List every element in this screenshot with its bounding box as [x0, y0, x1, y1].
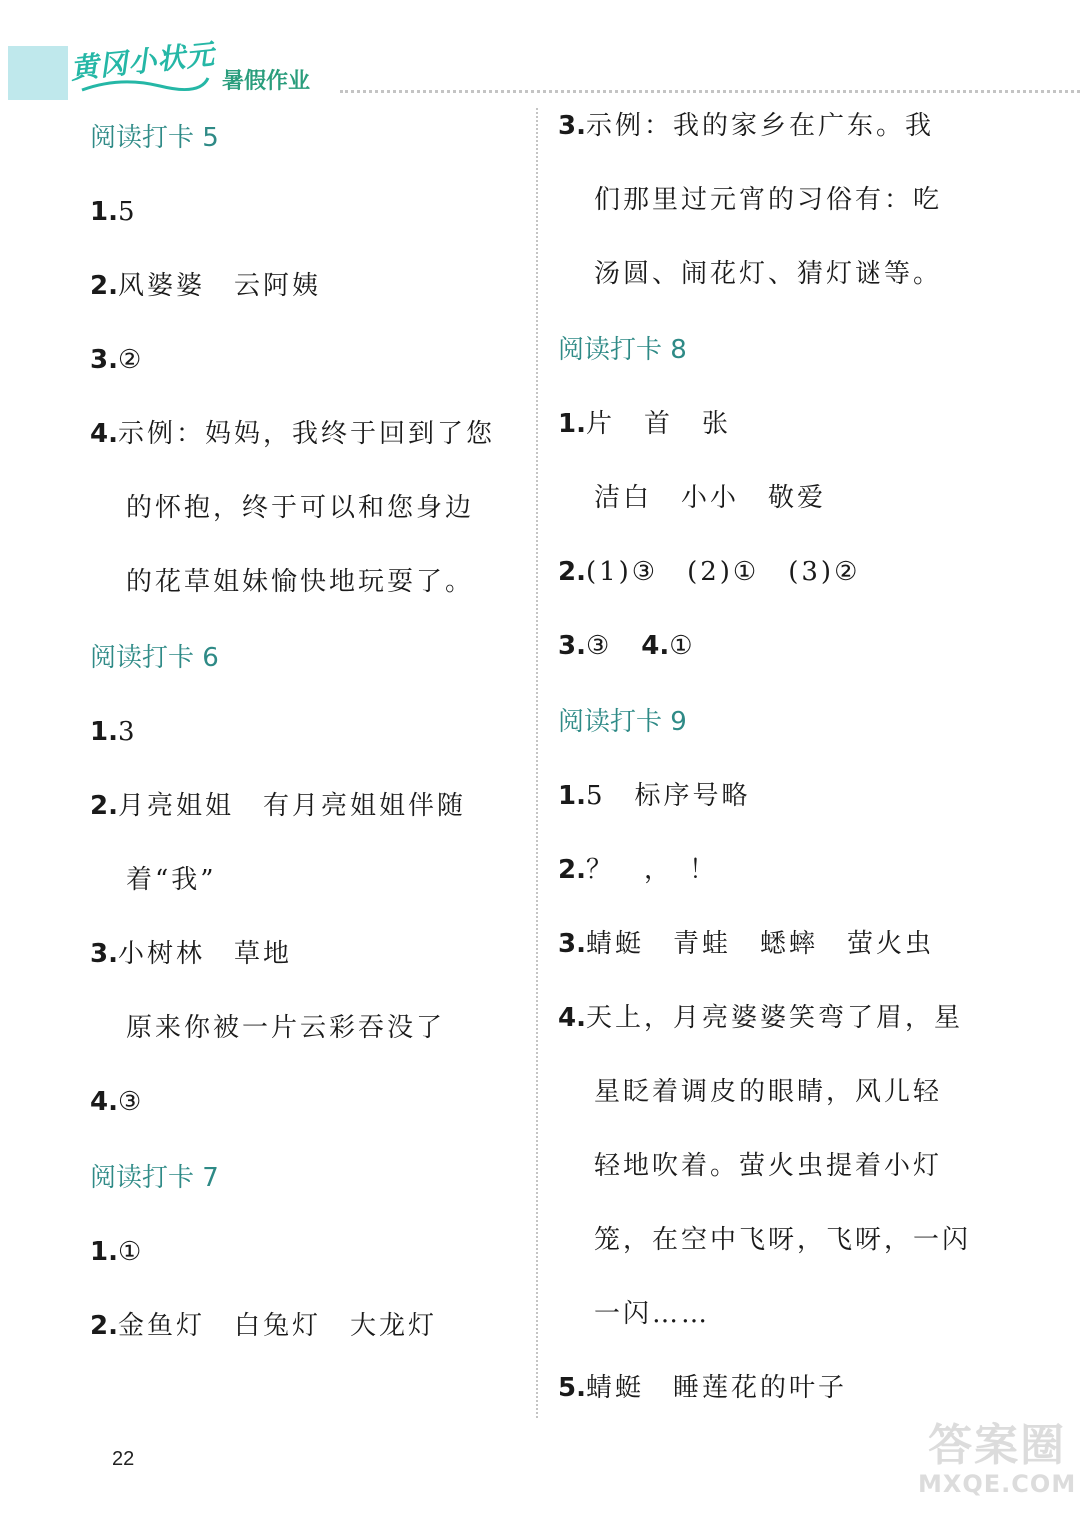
answer-text: 3 — [117, 717, 138, 747]
question-number: 1. — [90, 717, 118, 747]
question-number: 2. — [90, 271, 118, 301]
answer-item — [90, 786, 520, 826]
answer-text: 5 标序号略 — [585, 781, 751, 811]
header-dotted-rule — [340, 90, 1080, 93]
answer-text: 小树林 草地 — [117, 939, 292, 969]
watermark-url: MXQE.COM — [918, 1470, 1077, 1498]
left-column — [90, 118, 520, 1346]
answer-item — [90, 192, 520, 232]
page-number: 22 — [112, 1448, 135, 1470]
answer-text: 轻地吹着。萤火虫提着小灯 — [594, 1151, 943, 1181]
question-number: 4. — [558, 1003, 586, 1033]
answer-text: 片 首 张 — [585, 409, 731, 439]
answer-text: ？ ， ！ — [585, 855, 718, 885]
question-number: 3. — [558, 631, 586, 661]
question-number: 3. — [90, 939, 118, 969]
answer-text: 天上，月亮婆婆笑弯了眉，星 — [585, 1003, 963, 1033]
answer-text: 原来你被一片云彩吞没了 — [126, 1013, 446, 1043]
answer-item — [90, 266, 520, 306]
answer-text: 星眨着调皮的眼睛，风儿轻 — [594, 1077, 943, 1107]
answer-item — [90, 414, 520, 454]
answer-text: ① — [669, 631, 696, 661]
watermark-logo-text: 答案圈 — [928, 1420, 1067, 1471]
question-number: 2. — [90, 1311, 118, 1341]
question-number: 2. — [90, 791, 118, 821]
answer-text: 金鱼灯 白兔灯 大龙灯 — [117, 1311, 437, 1341]
answer-text: 示例：妈妈，我终于回到了您 — [117, 419, 495, 449]
answer-text: ③ — [585, 631, 642, 661]
answer-item — [558, 850, 988, 890]
answer-item — [558, 924, 988, 964]
question-number: 2. — [558, 557, 586, 587]
answer-text: 示例：我的家乡在广东。我 — [585, 111, 934, 141]
answer-continuation — [90, 860, 520, 900]
answer-continuation — [558, 1220, 988, 1260]
question-number: 3. — [558, 111, 586, 141]
section-heading: 阅读打卡 9 — [558, 707, 687, 737]
answer-continuation — [558, 1294, 988, 1334]
question-number: 4. — [90, 419, 118, 449]
answer-text: 笼，在空中飞呀，飞呀，一闪 — [594, 1225, 972, 1255]
question-number: 1. — [90, 197, 118, 227]
answer-text: ② — [117, 345, 145, 375]
question-number: 5. — [558, 1373, 586, 1403]
answer-text: 汤圆、闹花灯、猜灯谜等。 — [594, 259, 943, 289]
column-divider — [536, 108, 538, 1418]
answer-text: 们那里过元宵的习俗有：吃 — [594, 185, 943, 215]
answer-text: 风婆婆 云阿姨 — [117, 271, 321, 301]
answer-item — [90, 340, 520, 380]
answer-item — [90, 1232, 520, 1272]
question-number: 4. — [641, 631, 670, 661]
answer-text: 着“我” — [126, 865, 217, 895]
answer-item — [558, 106, 988, 146]
brand-logo: 黄冈小状元 — [68, 37, 217, 86]
section-heading: 阅读打卡 8 — [558, 335, 687, 365]
answer-item — [90, 934, 520, 974]
answer-item — [558, 998, 988, 1038]
answer-text: 的花草姐妹愉快地玩耍了。 — [126, 567, 475, 597]
logo-swoosh-icon — [80, 72, 210, 96]
right-column — [558, 106, 988, 1408]
answer-text: (1)③ (2)① (3)② — [585, 557, 861, 587]
question-number: 3. — [558, 929, 586, 959]
section-heading: 阅读打卡 7 — [90, 1163, 219, 1193]
answer-text: 月亮姐姐 有月亮姐姐伴随 — [117, 791, 466, 821]
answer-text: 蜻蜓 青蛙 蟋蟀 萤火虫 — [585, 929, 934, 959]
answer-text: 的怀抱，终于可以和您身边 — [126, 493, 475, 523]
question-number: 1. — [90, 1237, 118, 1267]
answer-continuation — [558, 1072, 988, 1112]
header-tab-decoration — [8, 46, 68, 100]
answer-text: 洁白 小小 敬爱 — [594, 483, 827, 513]
question-number: 1. — [558, 781, 586, 811]
answer-item — [90, 1306, 520, 1346]
section-heading: 阅读打卡 6 — [90, 643, 219, 673]
site-watermark — [918, 1420, 1077, 1498]
answer-continuation — [558, 180, 988, 220]
answer-text: ① — [117, 1237, 145, 1267]
answer-item — [558, 626, 988, 666]
header-subtitle: 暑假作业 — [222, 69, 311, 94]
answer-item — [558, 1368, 988, 1408]
answer-text: 蜻蜓 睡莲花的叶子 — [585, 1373, 847, 1403]
answer-text: ③ — [117, 1087, 145, 1117]
page-header — [0, 0, 1089, 110]
answer-item — [558, 776, 988, 816]
answer-text: 5 — [117, 197, 138, 227]
question-number: 2. — [558, 855, 586, 885]
answer-item — [558, 552, 988, 592]
answer-item — [558, 404, 988, 444]
question-number: 4. — [90, 1087, 118, 1117]
answer-continuation — [90, 562, 520, 602]
question-number: 3. — [90, 345, 118, 375]
answer-item — [90, 712, 520, 752]
question-number: 1. — [558, 409, 586, 439]
answer-text: 一闪…… — [594, 1299, 711, 1329]
answer-continuation — [558, 254, 988, 294]
section-heading: 阅读打卡 5 — [90, 123, 219, 153]
answer-continuation — [558, 478, 988, 518]
answer-continuation — [90, 1008, 520, 1048]
answer-continuation — [90, 488, 520, 528]
answer-item — [90, 1082, 520, 1122]
answer-continuation — [558, 1146, 988, 1186]
